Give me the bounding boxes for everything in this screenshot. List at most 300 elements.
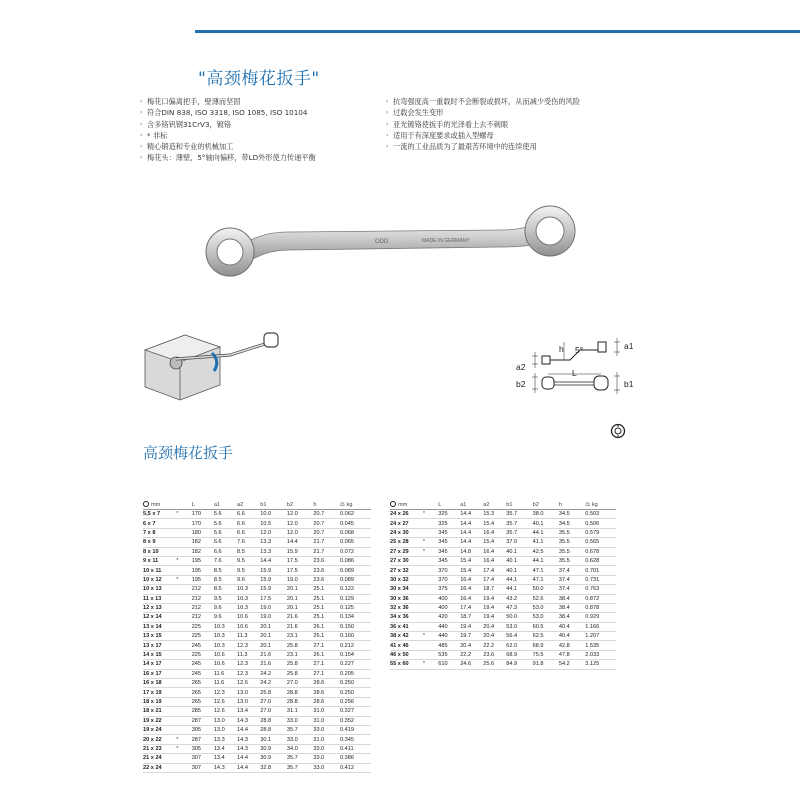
cell-size: 19 x 24 (143, 725, 176, 734)
cell-h: 35.5 (559, 528, 585, 537)
cell-kg: 0.072 (340, 547, 371, 556)
cell-kg: 0.411 (340, 744, 371, 753)
table-row (390, 613, 616, 622)
cell-size: 8 x 9 (143, 538, 176, 547)
cell-kg: 0.134 (340, 613, 371, 622)
cell-a2: 16.4 (483, 556, 506, 565)
cell-b2: 41.1 (533, 538, 559, 547)
cell-a1: 19.4 (460, 622, 483, 631)
cell-size: 16 x 17 (143, 669, 176, 678)
cell-h: 23.6 (313, 575, 340, 584)
header-size: mm (390, 500, 423, 510)
cell-h: 35.5 (559, 556, 585, 565)
cell-b1: 84.9 (506, 660, 532, 669)
cell-a1: 15.4 (460, 566, 483, 575)
table-row (143, 763, 371, 772)
cell-mark: * (176, 575, 191, 584)
cell-a2: 11.3 (237, 650, 260, 659)
cell-b1: 40.1 (506, 547, 532, 556)
bullet-arrow-icon: › (140, 120, 143, 128)
feature-item (140, 152, 380, 163)
cell-L: 370 (438, 575, 460, 584)
cell-a2: 7.6 (237, 538, 260, 547)
cell-b2: 38.0 (533, 510, 559, 519)
cell-a2: 9.6 (237, 575, 260, 584)
cell-b2: 28.8 (287, 688, 314, 697)
cell-mark (176, 528, 191, 537)
cell-L: 245 (192, 660, 214, 669)
dim-angle-label: 5° (575, 345, 584, 355)
table-header-row (143, 500, 371, 510)
cell-h: 37.4 (559, 585, 585, 594)
table-row (390, 519, 616, 528)
cell-kg: 1.166 (585, 622, 616, 631)
cell-a1: 19.7 (460, 632, 483, 641)
section-title: 高颈梅花扳手 (143, 444, 234, 462)
cell-size: 13 x 15 (143, 632, 176, 641)
cell-a1: 14.3 (214, 763, 237, 772)
cell-b2: 68.9 (533, 641, 559, 650)
wrench-origin-marking: MADE IN GERMANY (422, 238, 470, 244)
cell-h: 33.0 (313, 763, 340, 772)
header-h: h (313, 500, 340, 510)
table-row (390, 650, 616, 659)
cell-L: 345 (438, 538, 460, 547)
cell-b1: 13.3 (260, 547, 287, 556)
cell-mark (423, 622, 438, 631)
cell-a1: 13.4 (214, 754, 237, 763)
cell-b2: 19.0 (287, 575, 314, 584)
header-b2: b2 (533, 500, 559, 510)
cell-b2: 12.0 (287, 528, 314, 537)
cell-L: 440 (438, 632, 460, 641)
cell-b2: 53.0 (533, 603, 559, 612)
cell-kg: 0.929 (585, 613, 616, 622)
cell-a1: 6.6 (214, 538, 237, 547)
cell-size: 36 x 41 (390, 622, 423, 631)
cell-b1: 28.8 (260, 716, 287, 725)
cell-L: 345 (438, 556, 460, 565)
cell-size: 17 x 19 (143, 688, 176, 697)
cell-kg: 3.125 (585, 660, 616, 669)
header-b1: b1 (506, 500, 532, 510)
dim-b2-label: b2 (516, 379, 526, 389)
table-row (143, 716, 371, 725)
feature-item (140, 107, 380, 118)
feature-item (386, 130, 626, 141)
cell-h: 25.1 (313, 585, 340, 594)
cell-a1: 14.4 (460, 538, 483, 547)
cell-b2: 42.5 (533, 547, 559, 556)
cell-h: 27.1 (313, 641, 340, 650)
cell-b1: 62.0 (506, 641, 532, 650)
cell-a1: 13.4 (214, 744, 237, 753)
dimension-drawing (510, 330, 650, 400)
cell-h: 54.2 (559, 660, 585, 669)
cell-a2: 22.2 (483, 641, 506, 650)
cell-a1: 14.4 (460, 510, 483, 519)
table-row (143, 641, 371, 650)
cell-h: 21.7 (313, 538, 340, 547)
cell-b2: 47.1 (533, 566, 559, 575)
cell-b1: 32.8 (260, 763, 287, 772)
cell-L: 305 (192, 725, 214, 734)
cell-b2: 40.1 (533, 519, 559, 528)
cell-size: 18 x 19 (143, 697, 176, 706)
header-rule (195, 30, 800, 33)
table-row (390, 556, 616, 565)
cell-h: 27.1 (313, 660, 340, 669)
cell-b2: 44.1 (533, 556, 559, 565)
cell-size: 9 x 11 (143, 556, 176, 565)
cell-kg: 0.250 (340, 679, 371, 688)
cell-a2: 10.6 (237, 613, 260, 622)
feature-text: 含多铬钒钢31CrV3，镀铬 (147, 119, 232, 129)
cell-size: 30 x 34 (390, 585, 423, 594)
table-row (390, 566, 616, 575)
cell-kg: 0.089 (340, 566, 371, 575)
cell-b1: 35.7 (506, 519, 532, 528)
cell-a1: 13.0 (214, 725, 237, 734)
cell-a2: 19.4 (483, 603, 506, 612)
cell-mark: * (423, 632, 438, 641)
cell-L: 307 (192, 754, 214, 763)
cell-a1: 16.4 (460, 575, 483, 584)
table-row (390, 594, 616, 603)
feature-item (140, 96, 380, 107)
feature-list-right (386, 96, 626, 152)
cell-a2: 16.4 (483, 528, 506, 537)
cell-a1: 5.6 (214, 528, 237, 537)
cell-b1: 44.1 (506, 585, 532, 594)
cell-mark: * (423, 660, 438, 669)
cell-b1: 20.1 (260, 641, 287, 650)
cell-mark (176, 716, 191, 725)
cell-mark (176, 697, 191, 706)
cell-L: 325 (438, 510, 460, 519)
cell-size: 13 x 14 (143, 622, 176, 631)
cell-a1: 5.6 (214, 510, 237, 519)
cell-size: 27 x 29 (390, 547, 423, 556)
cell-a2: 13.0 (237, 697, 260, 706)
cell-size: 14 x 15 (143, 650, 176, 659)
cell-b1: 19.0 (260, 613, 287, 622)
cell-L: 225 (192, 632, 214, 641)
cell-b1: 30.9 (260, 744, 287, 753)
cell-size: 55 x 60 (390, 660, 423, 669)
cell-a1: 13.0 (214, 716, 237, 725)
table-row (143, 622, 371, 631)
bullet-arrow-icon: › (140, 143, 143, 151)
bullet-arrow-icon: › (386, 120, 389, 128)
cell-kg: 0.205 (340, 669, 371, 678)
cell-a1: 9.5 (214, 594, 237, 603)
cell-mark (176, 707, 191, 716)
cell-mark (423, 613, 438, 622)
cell-kg: 0.129 (340, 594, 371, 603)
cell-b2: 12.0 (287, 519, 314, 528)
cell-a2: 15.4 (483, 519, 506, 528)
table-row (143, 679, 371, 688)
cell-a2: 15.4 (483, 538, 506, 547)
header-b2: b2 (287, 500, 314, 510)
cell-mark: * (423, 510, 438, 519)
bullet-arrow-icon: › (386, 131, 389, 139)
scale-icon: ⚖ (585, 501, 591, 508)
bullet-arrow-icon: › (140, 109, 143, 117)
cell-L: 245 (192, 669, 214, 678)
cell-b2: 35.7 (287, 754, 314, 763)
cell-a1: 8.5 (214, 585, 237, 594)
cell-a1: 10.6 (214, 650, 237, 659)
cell-a1: 8.5 (214, 566, 237, 575)
cell-b1: 19.0 (260, 603, 287, 612)
cell-mark: * (176, 556, 191, 565)
cell-a2: 10.3 (237, 585, 260, 594)
cell-b1: 30.9 (260, 754, 287, 763)
cell-kg: 0.327 (340, 707, 371, 716)
cell-b2: 21.6 (287, 622, 314, 631)
table-row (143, 744, 371, 753)
cell-L: 345 (438, 547, 460, 556)
cell-kg: 0.386 (340, 754, 371, 763)
cell-mark (423, 556, 438, 565)
cell-a2: 14.4 (237, 725, 260, 734)
cell-b2: 50.0 (533, 585, 559, 594)
cell-b2: 25.8 (287, 660, 314, 669)
cell-mark: * (176, 744, 191, 753)
cell-h: 34.5 (559, 519, 585, 528)
table-header-row (390, 500, 616, 510)
feature-text: 符合DIN 838, ISO 3318, ISO 1085, ISO 10104 (147, 108, 308, 118)
cell-size: 24 x 26 (390, 510, 423, 519)
cell-mark: * (176, 735, 191, 744)
cell-b2: 23.1 (287, 632, 314, 641)
cell-mark: * (423, 547, 438, 556)
cell-b2: 53.0 (533, 613, 559, 622)
cell-b2: 20.1 (287, 594, 314, 603)
table-row (143, 575, 371, 584)
cell-L: 170 (192, 519, 214, 528)
cell-mark (423, 650, 438, 659)
cell-b1: 21.6 (260, 660, 287, 669)
cell-b2: 20.1 (287, 603, 314, 612)
cell-mark (176, 754, 191, 763)
table-row (390, 603, 616, 612)
cell-kg: 0.506 (585, 519, 616, 528)
cell-a1: 13.3 (214, 735, 237, 744)
cell-h: 23.6 (313, 566, 340, 575)
header-weight: ⚖ kg (585, 500, 616, 510)
cell-b2: 35.7 (287, 725, 314, 734)
table-row (143, 697, 371, 706)
cell-h: 28.6 (313, 679, 340, 688)
cell-a2: 14.3 (237, 744, 260, 753)
cell-a2: 12.3 (237, 669, 260, 678)
cell-size: 7 x 8 (143, 528, 176, 537)
cell-L: 420 (438, 613, 460, 622)
bullet-arrow-icon: › (140, 154, 143, 162)
table-row (143, 660, 371, 669)
cell-h: 23.6 (313, 556, 340, 565)
cell-b2: 28.8 (287, 697, 314, 706)
cell-size: 30 x 36 (390, 594, 423, 603)
cell-L: 485 (438, 641, 460, 650)
cell-L: 212 (192, 585, 214, 594)
cell-L: 195 (192, 575, 214, 584)
cell-a1: 11.6 (214, 679, 237, 688)
cell-L: 170 (192, 510, 214, 519)
cell-mark (176, 660, 191, 669)
cell-h: 37.4 (559, 566, 585, 575)
cell-L: 287 (192, 735, 214, 744)
table-row (143, 547, 371, 556)
dim-h-label: h (559, 344, 564, 354)
cell-kg: 0.256 (340, 697, 371, 706)
cell-h: 35.5 (559, 547, 585, 556)
cell-b1: 40.1 (506, 556, 532, 565)
spec-table-right (390, 500, 616, 670)
cell-b1: 10.5 (260, 519, 287, 528)
cell-b1: 20.1 (260, 632, 287, 641)
cell-L: 180 (192, 528, 214, 537)
cell-kg: 2.033 (585, 650, 616, 659)
cell-a2: 19.4 (483, 613, 506, 622)
cell-kg: 0.065 (340, 538, 371, 547)
cell-a2: 20.4 (483, 632, 506, 641)
cell-a2: 17.4 (483, 575, 506, 584)
bullet-arrow-icon: › (386, 143, 389, 151)
cell-a2: 14.4 (237, 763, 260, 772)
cell-a1: 10.6 (214, 660, 237, 669)
cell-a2: 11.3 (237, 632, 260, 641)
cell-b1: 14.4 (260, 556, 287, 565)
feature-text: 过载会发生变形 (393, 108, 444, 118)
cell-L: 400 (438, 603, 460, 612)
cell-b2: 60.5 (533, 622, 559, 631)
cell-L: 370 (438, 566, 460, 575)
cell-kg: 0.872 (585, 594, 616, 603)
cell-L: 535 (438, 650, 460, 659)
cell-a1: 14.4 (460, 519, 483, 528)
cell-a1: 18.7 (460, 613, 483, 622)
cell-kg: 0.212 (340, 641, 371, 650)
cell-h: 28.6 (313, 697, 340, 706)
cell-a2: 14.4 (237, 754, 260, 763)
dim-a1-label: a1 (624, 341, 634, 351)
cell-a2: 18.7 (483, 585, 506, 594)
cell-b2: 33.0 (287, 735, 314, 744)
cell-b2: 20.1 (287, 585, 314, 594)
table-row (390, 528, 616, 537)
cell-b1: 27.0 (260, 707, 287, 716)
cell-b1: 17.5 (260, 594, 287, 603)
cell-a2: 14.3 (237, 735, 260, 744)
table-row (143, 585, 371, 594)
cell-mark (176, 725, 191, 734)
cell-size: 6 x 7 (143, 519, 176, 528)
cell-size: 24 x 27 (390, 519, 423, 528)
cell-L: 285 (192, 707, 214, 716)
table-row (390, 632, 616, 641)
cell-b1: 44.1 (506, 575, 532, 584)
table-row (390, 660, 616, 669)
cell-kg: 1.207 (585, 632, 616, 641)
cell-a2: 10.3 (237, 603, 260, 612)
cell-a2: 12.3 (237, 641, 260, 650)
bullet-arrow-icon: › (386, 109, 389, 117)
cell-L: 265 (192, 679, 214, 688)
cell-mark (176, 519, 191, 528)
table-row (143, 566, 371, 575)
cell-size: 21 x 23 (143, 744, 176, 753)
cell-a2: 8.5 (237, 547, 260, 556)
cell-b1: 53.0 (506, 622, 532, 631)
cell-mark (176, 650, 191, 659)
cell-kg: 0.878 (585, 603, 616, 612)
cell-a1: 5.6 (214, 519, 237, 528)
scale-icon: ⚖ (339, 501, 345, 508)
cell-b1: 47.3 (506, 603, 532, 612)
cell-b2: 21.6 (287, 613, 314, 622)
cell-mark (423, 594, 438, 603)
bullet-arrow-icon: › (386, 98, 389, 105)
cell-size: 25 x 28 (390, 538, 423, 547)
cell-size: 12 x 13 (143, 603, 176, 612)
cell-kg: 0.250 (340, 688, 371, 697)
cell-h: 47.8 (559, 650, 585, 659)
table-row (143, 754, 371, 763)
cell-size: 38 x 42 (390, 632, 423, 641)
cell-L: 440 (438, 622, 460, 631)
cell-L: 225 (192, 650, 214, 659)
cell-L: 212 (192, 613, 214, 622)
cell-mark (176, 688, 191, 697)
cell-L: 265 (192, 697, 214, 706)
cell-kg: 0.125 (340, 603, 371, 612)
cell-size: 46 x 50 (390, 650, 423, 659)
cell-b2: 47.1 (533, 575, 559, 584)
cell-L: 400 (438, 594, 460, 603)
cell-mark (176, 566, 191, 575)
cell-a1: 6.6 (214, 547, 237, 556)
cell-b1: 56.4 (506, 632, 532, 641)
cell-mark (176, 547, 191, 556)
cell-a2: 12.6 (237, 679, 260, 688)
cell-mark (423, 519, 438, 528)
cell-size: 41 x 46 (390, 641, 423, 650)
cell-a2: 17.4 (483, 566, 506, 575)
cell-mark (423, 528, 438, 537)
cell-a1: 12.3 (214, 688, 237, 697)
table-row (390, 622, 616, 631)
cell-b1: 50.0 (506, 613, 532, 622)
cell-b1: 24.2 (260, 679, 287, 688)
feature-text: 抗弯强度高一重载时不会断裂或损坏，从而减少受伤的风险 (393, 97, 580, 106)
cell-mark (176, 585, 191, 594)
cell-a2: 25.6 (483, 660, 506, 669)
cell-b1: 40.1 (506, 566, 532, 575)
cell-mark (176, 622, 191, 631)
table-row (390, 585, 616, 594)
spec-table-left (143, 500, 371, 773)
cell-L: 325 (438, 519, 460, 528)
cell-kg: 0.628 (585, 556, 616, 565)
cell-h: 31.0 (313, 707, 340, 716)
cell-kg: 0.089 (340, 575, 371, 584)
cell-a1: 14.8 (460, 547, 483, 556)
cell-kg: 0.062 (340, 510, 371, 519)
